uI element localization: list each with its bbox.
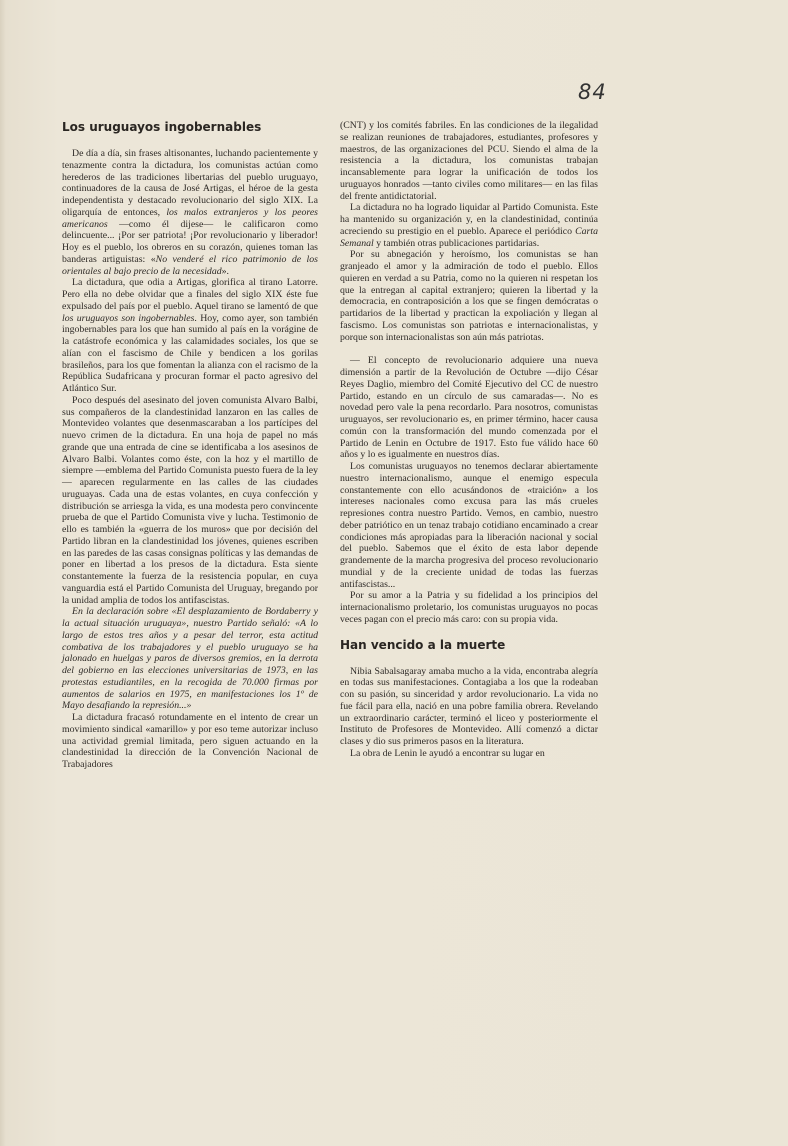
text-run: Por su amor a la Patria y su fidelidad a los principios del internacionalismo proletario, los comunistas uruguayos no pocas veces pagan con el precio más caro: con su propia vida.: [340, 590, 598, 625]
paragraph: [62, 148, 318, 277]
text-run: Los comunistas uruguayos no tenemos declarar abiertamente nuestro internacionalismo, aunque el enemigo especula constantemente con ello acusándonos de «traición» a los intereses nacionales como excusa para las más crueles represiones contra nuestro Partido. Vemos, en cambio, nuestro deber patriótico en un tenaz trabajo cotidiano encaminado a crear condiciones más apropiadas para la liberación nacional y social del pueblo. Sabemos que el éxito de esta labor depende grandemente de la marcha progresiva del proceso revolucionario mundial y de la creciente unidad de todas las fuerzas antifascistas...: [340, 461, 598, 590]
text-run: La dictadura, que odia a Artigas, glorifica al tirano Latorre. Pero ella no debe olvidar que a finales del siglo XIX éste fue expulsado del país por el pueblo. Aquel tirano se lamentó de que: [62, 277, 318, 312]
paragraph: [340, 355, 598, 461]
text-run: De día a día, sin frases altisonantes, luchando pacientemente y tenazmente contra la dictadura, los comunistas actúan como herederos de las tradiciones libertarias del pueblo uruguayo, continuadores de la causa de José Artigas, el héroe de la gesta independentista y destacado revolucionario del siglo XIX. La oligarquía de entonces,: [62, 148, 318, 218]
section-heading-muerte: Han vencido a la muerte: [340, 637, 506, 652]
text-run: La dictadura no ha logrado liquidar al Partido Comunista. Este ha mantenido su organización y, en la clandestinidad, continúa acreciendo su prestigio en el pueblo. Aparece el periódico: [340, 202, 598, 237]
paragraph: [62, 395, 318, 607]
text-run: Por su abnegación y heroísmo, los comunistas se han granjeado el amor y la admiración de todo el pueblo. Ellos quieren en verdad a su Patria, como no la quieren ni respetan los que la entregan al capital extranjero; quieren la libertad y la democracia, en contraposición a los que se fingen demócratas o partidarios de la libertad y practican la expoliación y llegan al fascismo. Los comunistas son patriotas e internacionalistas, y porque son internacionalistas son aún más patriotas.: [340, 249, 598, 343]
page-number: 84: [578, 80, 607, 104]
paragraph: [340, 461, 598, 590]
paragraph: [340, 249, 598, 343]
paragraph: [340, 120, 598, 202]
paragraph: [62, 606, 318, 712]
paragraph: [340, 590, 598, 625]
italic-run: En la declaración sobre «El desplazamiento de Bordaberry y la actual situación uruguaya», nuestro Partido señaló: «A lo largo de estos tres años y a pesar del terror, esta actitud combativa de los trabajadores y el pueblo uruguayo se ha jalonado en huelgas y paros de diversos gremios, en la derrota del gobierno en las elecciones universitarias de 1973, en las protestas estudiantiles, en la recogida de 70.000 firmas por aumentos de salarios en 1975, en manifestaciones los 1º de Mayo desafiando la represión...»: [62, 606, 318, 712]
text-run: Nibia Sabalsagaray amaba mucho a la vida, encontraba alegría en todas sus manifestaciones. Contagiaba a los que la rodeaban con su pasión, su sinceridad y ardor revolucionario. La vida no fue fácil para ella, nació en una pobre familia obrera. Revelando un extraordinario carácter, terminó el liceo y posteriormente el Instituto de Profesores de Montevideo. Allí comenzó a dictar clases y dio sus primeros pasos en la literatura.: [340, 665, 598, 747]
italic-run: los malos extranjeros y los peores americanos: [62, 206, 318, 230]
italic-run: Carta Semanal: [340, 225, 598, 249]
paragraph: [340, 666, 598, 748]
paragraph: [340, 202, 598, 249]
paragraph: [62, 277, 318, 395]
text-run: — El concepto de revolucionario adquiere una nueva dimensión a partir de la Revolución de Octubre —dijo César Reyes Daglio, miembro del Comité Ejecutivo del CC de nuestro Partido, estando en un círculo de sus camaradas—. No es novedad pero vale la pena recordarlo. Para nosotros, comunistas uruguayos, ser revolucionario es, en primer término, hacer causa común con la transformación del mundo comenzada por el Partido de Lenin en Octubre de 1917. Esto fue válido hace 60 años y lo es igualmente en nuestros días.: [340, 355, 598, 461]
text-run: . Hoy, como ayer, son también ingobernables para los que han sumido al país en la vorágine de la catástrofe económica y las calamidades sociales, los que se alían con el fascismo de Chile y bendicen a los gorilas brasileños, para los que fomentan la alianza con el racismo de la República Sudafricana y procuran formar el pacto agresivo del Atlántico Sur.: [62, 312, 318, 394]
right-column: [340, 120, 598, 760]
text-run: y también otras publicaciones partidarias.: [373, 237, 540, 249]
paragraph: [340, 748, 598, 760]
text-run: (CNT) y los comités fabriles. En las condiciones de la ilegalidad se realizan reuniones de trabajadores, estudiantes, profesores y maestros, de las organizaciones del PCU. Siendo el alma de la resistencia a la dictadura, los comunistas trabajan incansablemente para lograr la unificación de todos los uruguayos honrados —tanto civiles como militares— en las filas del frente antidictatorial.: [340, 120, 598, 202]
left-column: [62, 120, 318, 771]
text-run: La dictadura fracasó rotundamente en el intento de crear un movimiento sindical «amarillo» y por eso teme autorizar incluso una actividad gremial limitada, pero siguen actuando en la clandestinidad la dirección de la Convención Nacional de Trabajadores: [62, 712, 318, 770]
text-run: ».: [221, 265, 229, 277]
text-run: La obra de Lenin le ayudó a encontrar su lugar en: [350, 747, 545, 759]
text-run: Poco después del asesinato del joven comunista Alvaro Balbi, sus compañeros de la clandestinidad lanzaron en las calles de Montevideo volantes que desenmascaraban a los partícipes del nuevo crimen de la dictadura. En una hoja de papel no más grande que una entrada de cine se identificaba a los asesinos de Alvaro Balbi. Volantes como éste, con la hoz y el martillo de siempre —emblema del Partido Comunista puesto fuera de la ley— aparecen regularmente en las calles de las ciudades uruguayas. Cada una de estas volantes, en cuya confección y distribución se arriesga la vida, es una modesta pero convincente prueba de que el Partido Comunista vive y lucha. Testimonio de ello es también la «guerra de los muros» que por decisión del Partido libran en la clandestinidad los jóvenes, quienes escriben en las paredes de las casas consignas políticas y las demandas de poner en libertad a los presos de la dictadura. Esta siente constantemente la fuerza de la resistencia popular, en cuya vanguardia está el Partido Comunista del Uruguay, bregando por la unidad amplia de todos los antifascistas.: [62, 394, 318, 606]
italic-run: No venderé el rico patrimonio de los orientales al bajo precio de la necesidad: [62, 253, 318, 277]
text-run: —como él dijese— le calificaron como delincuente... ¡Por ser patriota! ¡Por revolucionario y liberador! Hoy es el pueblo, los obreros en su corazón, quienes toman las banderas artiguistas: «: [62, 218, 318, 265]
section-heading-uruguayos: Los uruguayos ingobernables: [62, 120, 262, 134]
paragraph: [62, 712, 318, 771]
italic-run: los uruguayos son ingobernables: [62, 312, 195, 324]
